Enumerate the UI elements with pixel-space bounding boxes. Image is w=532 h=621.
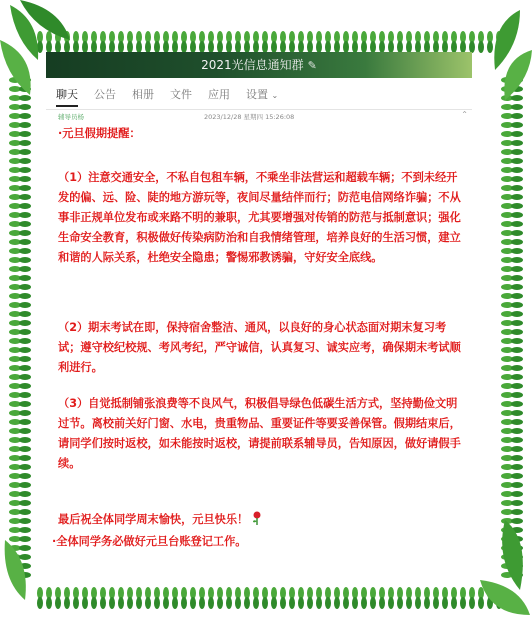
- pencil-icon[interactable]: ✎: [307, 59, 317, 72]
- closing-line: [58, 510, 464, 530]
- closing-text: 最后祝全体同学周末愉快，元旦快乐！: [58, 513, 249, 526]
- message-paragraph-3: （3）自觉抵制铺张浪费等不良风气，积极倡导绿色低碳生活方式，坚持勤俭文明过节。离校前关好门窗、水电，贵重物品、重要证件等要妥善保管。假期结束后，请同学们按时返校，如未能按时返校，请提前联系辅导员，告知原因，做好请假手续。: [58, 397, 461, 470]
- sender-name[interactable]: 辅导员杨: [58, 113, 84, 121]
- tab-apps[interactable]: 应用: [208, 88, 230, 101]
- tab-album[interactable]: 相册: [132, 88, 154, 101]
- tab-announcement[interactable]: 公告: [94, 88, 116, 101]
- chevron-down-icon: ⌄: [271, 91, 279, 100]
- scroll-up-icon[interactable]: ⌃: [461, 110, 468, 119]
- tab-bar: [46, 86, 472, 108]
- tab-settings[interactable]: 设置 ⌄: [246, 88, 279, 101]
- final-reminder: ·全体同学务必做好元旦台账登记工作。: [52, 535, 247, 548]
- title-bar: [46, 52, 472, 78]
- rose-emoji-icon: [251, 511, 263, 525]
- message-paragraph-2: （2）期末考试在即，保持宿舍整洁、通风，以良好的身心状态面对期末复习考试；遵守校纪校规、考风考纪，严守诚信，认真复习、诚实应考，确保期末考试顺利进行。: [58, 321, 461, 374]
- tab-files[interactable]: 文件: [170, 88, 192, 101]
- chat-window: [46, 52, 472, 562]
- tab-chat[interactable]: 聊天: [56, 86, 78, 104]
- message-heading: ·元旦假期提醒：: [58, 127, 141, 140]
- message-paragraph-1: （1）注意交通安全，不私自包租车辆，不乘坐非法营运和超载车辆；不到未经开发的偏、远、险、陡的地方游玩等，夜间尽量结伴而行；防范电信网络诈骗；不从事非正规单位发布或来路不明的兼职，尤其要增强对传销的防范与抵制意识；强化生命安全教育，积极做好传染病防治和自我情绪管理，培养良好的生活习惯，建立和谐的人际关系，杜绝安全隐患；警惕邪教诱骗，守好安全底线。: [58, 171, 461, 264]
- group-title: 2021光信息通知群: [201, 58, 304, 72]
- corner-leaves-top-right: [494, 10, 532, 100]
- message-timestamp: 2023/12/28 星期四 15:26:08: [204, 113, 295, 121]
- divider: [46, 109, 472, 110]
